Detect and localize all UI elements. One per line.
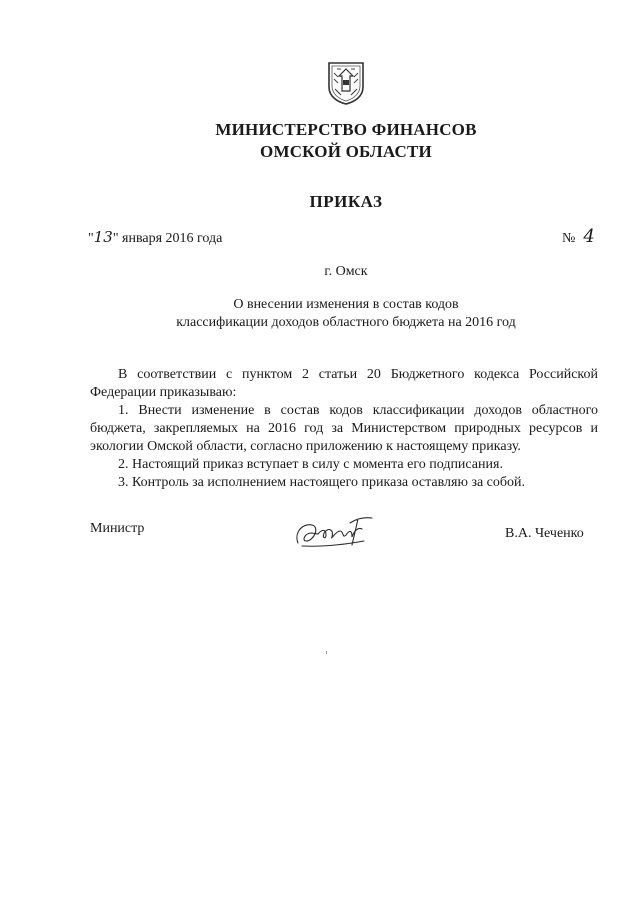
order-number-handwritten: 4: [583, 226, 595, 247]
document-type-title: ПРИКАЗ: [309, 192, 383, 211]
ministry-name-line1: МИНИСТЕРСТВО ФИНАНСОВ: [215, 120, 477, 139]
coat-of-arms-icon: [326, 61, 366, 105]
signatory-title: Министр: [90, 521, 145, 536]
order-item-3: 3. Контроль за исполнением настоящего приказа оставляю за собой.: [118, 475, 526, 490]
number-sign: №: [562, 231, 576, 246]
order-body: [90, 366, 598, 492]
ministry-name-line2: ОМСКОЙ ОБЛАСТИ: [260, 142, 432, 161]
signatory-name: В.А. Чеченко: [505, 526, 584, 541]
order-item-2: 2. Настоящий приказ вступает в силу с момента его подписания.: [118, 457, 503, 472]
date-quote-open: ": [88, 231, 94, 246]
signature-icon: [292, 515, 376, 551]
subject-line1: О внесении изменения в состав кодов: [233, 297, 459, 312]
intro-paragraph: В соответствии с пунктом 2 статьи 20 Бюджетного кодекса Российской Федерации приказываю:: [90, 367, 598, 400]
date-day-handwritten: 13: [93, 228, 113, 246]
order-item-1: 1. Внести изменение в состав кодов классификации доходов областного бюджета, закрепляемых на 2016 год за Министерством природных ресурсов и экологии Омской области, согласно приложению к настоящему приказу.: [90, 403, 598, 454]
date-month-year: января 2016 года: [122, 231, 223, 246]
scan-speck: [326, 651, 327, 654]
order-number: [562, 226, 595, 247]
city-name: г. Омск: [324, 264, 368, 279]
order-date: [88, 228, 222, 247]
subject-line2: классификации доходов областного бюджета на 2016 год: [176, 315, 516, 330]
date-quote-close: ": [112, 231, 119, 246]
